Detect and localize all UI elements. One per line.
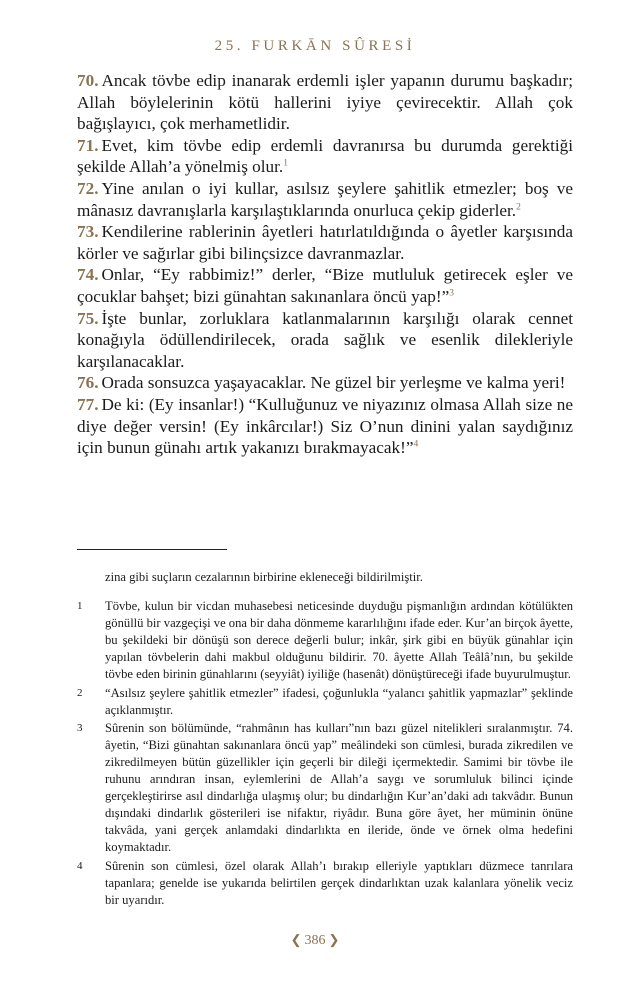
footnote xyxy=(77,720,573,855)
footnote xyxy=(77,685,573,719)
verse-text: Orada sonsuzca yaşayacaklar. Ne güzel bir yerleşme ve kalma yeri! xyxy=(101,373,566,393)
footnote-list xyxy=(77,598,573,908)
verse xyxy=(77,221,573,264)
footnote-separator xyxy=(77,549,227,550)
verse xyxy=(77,372,573,394)
verse-number: 75. xyxy=(77,308,99,328)
footnote-number: 1 xyxy=(77,600,83,613)
footnote-ref[interactable]: 3 xyxy=(449,288,454,299)
footnote-ref[interactable]: 4 xyxy=(413,439,419,450)
footnote-text: “Asılsız şeylere şahitlik etmezler” ifadesi, çoğunlukla “yalancı şahitlik yapmazlar” şeklinde açıklanmıştır. xyxy=(105,685,573,717)
verse-text: Evet, kim tövbe edip erdemli davranırsa bu durumda gerektiği şekilde Allah’a yönelmiş olur. xyxy=(77,135,573,177)
verse-number: 77. xyxy=(77,394,99,414)
verse-number: 76. xyxy=(77,373,99,393)
verse-number: 71. xyxy=(77,135,99,155)
footnote-text: Tövbe, kulun bir vicdan muhasebesi neticesinde duyduğu pişmanlığın ardından kötülükten gönüllü bir vazgeçişi ve ona bir daha dönmeme kararlılığını ifade eder. Kur’an birçok âyette, bu şekildeki bir dönüşü son derece değerli bulur; inkâr, şirk gibi en büyük günahlar için yapılan tövbelerin dahi makbul olduğunu bildirir. 70. âyette Allah Teâlâ’nın, bu şekilde tövbe eden birinin günahlarını (seyyiât) iyiliğe (hasenât) dönüştüreceği ifade buyurulmuştur. xyxy=(105,599,574,681)
verse-number: 70. xyxy=(77,71,99,90)
footnote-number: 3 xyxy=(77,722,83,735)
verse xyxy=(77,135,573,178)
right-ornament-icon: ❯ xyxy=(328,932,340,947)
verse-number: 73. xyxy=(77,222,99,242)
verse-text: Ancak tövbe edip inanarak erdemli işler yapanın durumu başkadır; Allah böylelerinin kötü hallerini iyiye çevirecektir. Allah çok bağışlayıcı, çok merhametlidir. xyxy=(77,71,573,134)
verse-number: 74. xyxy=(77,265,99,285)
verse xyxy=(77,70,573,135)
verse-number: 72. xyxy=(77,178,99,198)
footnote-ref[interactable]: 2 xyxy=(516,201,521,212)
footnote-text: Sûrenin son cümlesi, özel olarak Allah’ı bırakıp elleriyle yaptıkları düzmece tanrılara tapanlara; genelde ise yukarıda belirtilen gerçek dindarlıktan uzak kalanlara yönelik veciz bir uyarıdır. xyxy=(105,858,573,907)
footnote-continuation: zina gibi suçların cezalarının birbirine ekleneceği bildirilmiştir. xyxy=(105,569,423,584)
verse-text: Onlar, “Ey rabbimiz!” derler, “Bize mutluluk getirecek eşler ve çocuklar bahşet; bizi günahtan sakınanlara öncü yap!” xyxy=(77,265,573,306)
footnote xyxy=(77,598,573,683)
footnote-text: Sûrenin son bölümünde, “rahmânın has kulları”nın bazı güzel nitelikleri sıralanmıştır. 74. âyetin, “Bizi günahtan sakınanlara öncü yap” meâlindeki son cümlesi, burada zikredilen ve zikredilmeyen bütün güzellikler için geçerli bir dileği içermektedir. Samimi bir tövbe ile ruhunu arındıran insan, eylemlerini de Allah’a saygı ve sorumluluk bilinci içinde gerçekleştirirse asıl dindarlığa ulaşmış olur; bu dindarlığın Kur’an’daki adı takvâdır. Bunun dışındaki dindarlık gösterileri ise nifaktır, riyâdır. Buna göre âyet, her müminin önüne takvâda, yani gerçek anlamdaki dindarlıkta en ileride, önde ve örnek olma hedefini koymaktadır. xyxy=(105,721,573,854)
left-ornament-icon: ❮ xyxy=(290,932,302,947)
footnote-number: 4 xyxy=(77,859,83,872)
verse-text: Kendilerine rablerinin âyetleri hatırlatıldığında o âyetler karşısında körler ve sağırlar gibi bilinçsizce davranmazlar. xyxy=(77,222,573,263)
verse-text: De ki: (Ey insanlar!) “Kulluğunuz ve niyazınız olmasa Allah size ne diye değer versin! (Ey inkârcılar!) Siz O’nun dinini yalan saydığınız için bunun günahı artık yakanızı bırakmayacak!” xyxy=(77,394,573,458)
verse xyxy=(77,178,573,221)
footnote-ref[interactable]: 1 xyxy=(283,158,288,169)
verse xyxy=(77,308,573,373)
page-number-text: 386 xyxy=(304,933,326,948)
verse xyxy=(77,264,573,307)
running-header: 25. FURKĀN SÛRESİ xyxy=(214,38,416,54)
footnote xyxy=(77,858,573,909)
verse xyxy=(77,394,573,459)
footnote-number: 2 xyxy=(77,686,83,699)
page-number xyxy=(0,932,630,949)
footnotes-block xyxy=(77,556,573,908)
verse-text: Yine anılan o iyi kullar, asılsız şeylere şahitlik etmezler; boş ve mânasız davranışlarla karşılaştıklarında onurluca çekip giderler. xyxy=(77,178,573,220)
verse-block xyxy=(77,70,573,459)
verse-text: İşte bunlar, zorluklara katlanmalarının karşılığı olarak cennet konağıyla ödüllendirilecek, orada sağlık ve esenlik dilekleriyle karşılanacaklar. xyxy=(77,308,573,371)
